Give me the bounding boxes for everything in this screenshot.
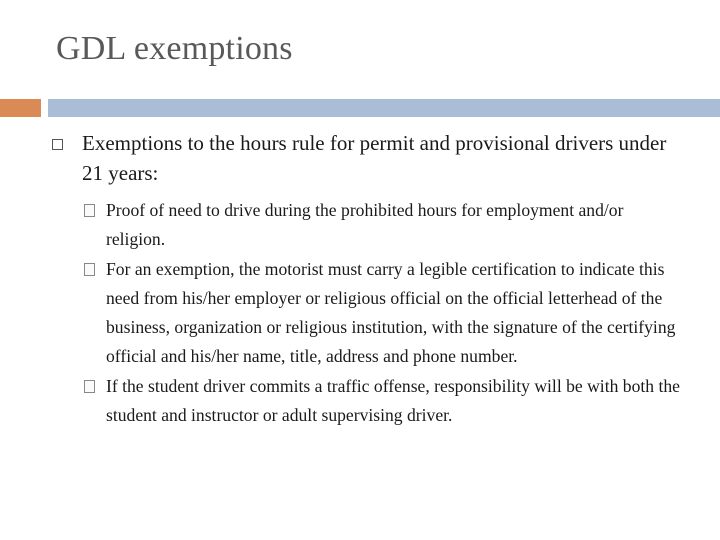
sub-point-text: For an exemption, the motorist must carry a legible certification to indicate this need from his/her employer or religious official on the official letterhead of the business, organization or religious institution, with the signature of the certifying official and his/her name, title, address and phone number. (106, 259, 676, 366)
sub-point (84, 196, 684, 254)
square-bullet-icon (84, 204, 95, 217)
square-bullet-icon (84, 380, 95, 393)
sub-point-list (84, 196, 684, 431)
hollow-square-bullet-icon (52, 134, 63, 155)
sub-point-text: If the student driver commits a traffic offense, responsibility will be with both the student and instructor or adult supervising driver. (106, 376, 680, 425)
sub-point (84, 372, 684, 430)
accent-bar-orange (0, 99, 41, 117)
slide-title: GDL exemptions (56, 30, 293, 67)
sub-point-text: Proof of need to drive during the prohibited hours for employment and/or religion. (106, 200, 624, 249)
accent-bar-blue (48, 99, 720, 117)
square-bullet-icon (84, 263, 95, 276)
sub-point (84, 255, 684, 371)
main-point: Exemptions to the hours rule for permit and provisional drivers under 21 years: (82, 131, 667, 185)
